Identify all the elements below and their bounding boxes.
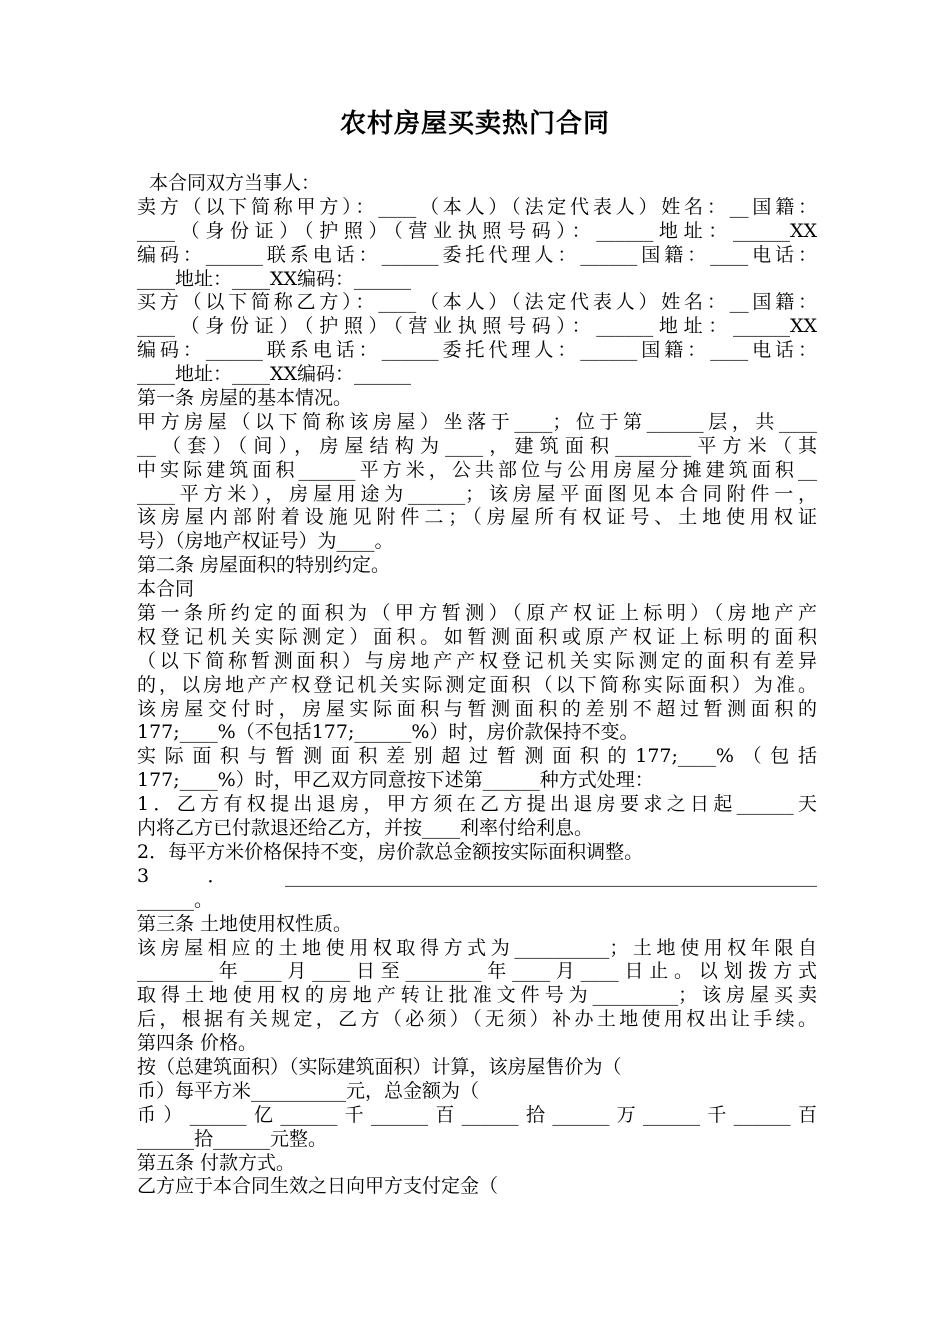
text-line: 第五条 付款方式。 [137,1151,296,1174]
document-body [137,172,817,1199]
text-line: 本合同双方当事人： [149,172,321,194]
text-line: （以下简称暂测面积）与房地产产权登记机关实际测定的面积有差异 [137,649,817,672]
text-line: 第一条 房屋的基本情况。 [137,387,353,410]
text-line: 卖方（以下简称甲方）：____（本人）（法定代表人）姓名：__国籍： [137,195,817,218]
text-line: 第二条 房屋面积的特别约定。 [137,554,391,577]
text-line: 2．每平方米价格保持不变，房价款总金额按实际面积调整。 [137,840,644,863]
document-title: 农村房屋买卖热门合同 [339,109,610,139]
text-line: 内将乙方已付款退还给乙方，并按____利率付给利息。 [137,817,594,840]
text-line: __（套）（间），房屋结构为____，建筑面积________平方米（其 [137,434,817,457]
text-line: 买方（以下简称乙方）：____（本人）（法定代表人）姓名：__国籍： [137,291,817,314]
text-line: 的，以房地产产权登记机关实际测定面积（以下简称实际面积）为准。 [137,673,817,696]
text-line: 后，根据有关规定，乙方（必须）（无须）补办土地使用权出让手续。 [137,1008,817,1031]
text-line: 第三条 土地使用权性质。 [137,912,353,935]
text-line: ______。 [137,888,214,911]
text-line: ______拾______元整。 [137,1127,328,1150]
text-line: 按（总建筑面积）（实际建筑面积）计算，该房屋售价为（ [137,1055,622,1078]
text-line: 该房屋交付时，房屋实际面积与暂测面积的差别不超过暂测面积的 [137,697,817,720]
text-line: ____（身份证）（护照）（营业执照号码）：______地址：______XX [137,219,817,242]
text-line: ____平方米），房屋用途为______；该房屋平面图见本合同附件一， [137,482,817,505]
text-line: 编码：______联系电话：______委托代理人：______国籍：____电话： [137,243,817,266]
text-line: 3．________________________________________________________ [137,864,817,887]
text-line: 甲方房屋（以下简称该房屋）坐落于____；位于第______层，共____ [137,410,817,433]
text-line: 该房屋相应的土地使用权取得方式为__________；土地使用权年限自 [137,936,817,959]
text-line: 权登记机关实际测定）面积。如暂测面积或原产权证上标明的面积 [137,625,817,648]
text-line: 该房屋内部附着设施见附件二；（房屋所有权证号、土地使用权证 [137,506,817,529]
text-line: 1．乙方有权提出退房，甲方须在乙方提出退房要求之日起______天 [137,793,817,816]
text-line: ____地址：____XX编码：______ [137,267,412,290]
text-line: 本合同 [137,578,195,601]
text-line: ____地址：____XX编码：______ [137,363,412,386]
text-line: 币）每平方米__________元，总金额为（ [137,1079,480,1102]
text-line: 乙方应于本合同生效之日向甲方支付定金（ [137,1175,499,1198]
text-line: 第四条 价格。 [137,1032,258,1055]
text-line: 177;____%）时，甲乙双方同意按下述第______种方式处理： [137,769,654,792]
text-line: 中实际建筑面积______平方米，公共部位与公用房屋分摊建筑面积__ [137,458,817,481]
text-line: 第一条所约定的面积为（甲方暂测）（原产权证上标明）（房地产产 [137,602,817,625]
text-line: 177;____%（不包括177;______%）时，房价款保持不变。 [137,721,639,744]
text-line: ____（身份证）（护照）（营业执照号码）：______地址：______XX [137,315,817,338]
text-line: 取得土地使用权的房地产转让批准文件号为_________；该房屋买卖 [137,984,817,1007]
text-line: ________年____月____日至________年____月____日止。以划拨方式 [137,960,817,983]
text-line: 币）______亿______千______百______拾______万______千______百 [137,1103,817,1126]
text-line: 实际面积与暂测面积差别超过暂测面积的177;____%（包括 [137,745,817,768]
text-line: 号）（房地产权证号）为____。 [137,530,394,553]
text-line: 编码：______联系电话：______委托代理人：______国籍：____电话： [137,339,817,362]
